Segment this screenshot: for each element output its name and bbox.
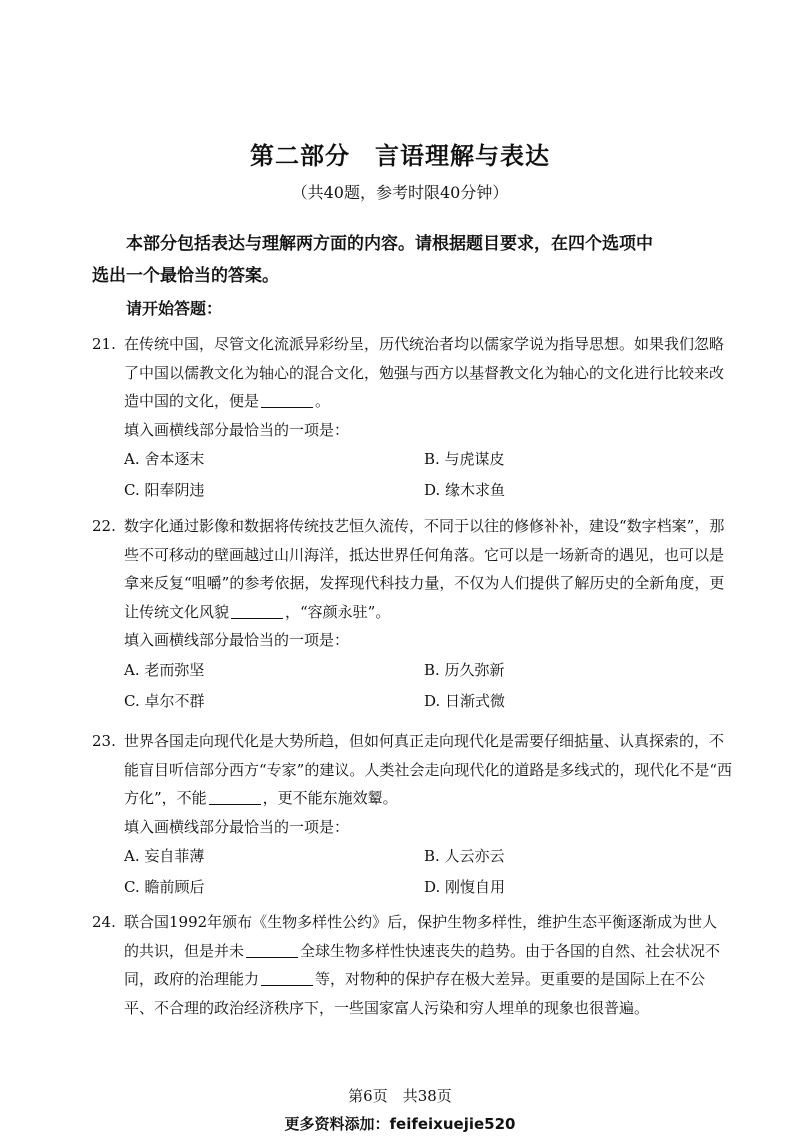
question-prompt: 填入画横线部分最恰当的一项是： <box>124 420 350 439</box>
option-a: A. 舍本逐末 <box>124 450 205 468</box>
option-list <box>124 655 732 717</box>
stem-text-end: ，“容颜永驻”。 <box>285 602 391 621</box>
page-number: 第6页 共38页 <box>348 1087 452 1105</box>
question-stem <box>124 330 732 416</box>
question-number: 24. <box>92 913 116 931</box>
start-prompt: 请开始答题： <box>126 299 223 318</box>
instructions-line-1: 本部分包括表达与理解两方面的内容。请根据题目要求，在四个选项中 <box>126 234 653 254</box>
stem-text-end: ，更不能东施效颦。 <box>262 789 398 807</box>
stem-text: 联合国1992年颁布《生物多样性公约》后，保护生物多样性，维护生态平衡逐渐成为世人的共识，但是并未 <box>124 913 718 960</box>
option-d: D. 缘木求鱼 <box>424 481 506 499</box>
option-d: D. 日渐式微 <box>424 691 506 710</box>
question-prompt: 填入画横线部分最恰当的一项是： <box>124 631 350 649</box>
answer-blank-1 <box>246 941 298 958</box>
option-list <box>124 841 732 903</box>
question-stem <box>124 512 732 626</box>
stem-text: 数字化通过影像和数据将传统技艺恒久流传，不同于以往的修修补补，建设“数字档案”，那些不可移动的壁画越过山川海洋，抵达世界任何角落。它可以是一场新奇的遇见，也可以是拿来反复“咀嚼”的参考依据，发挥现代科技力量，不仅为人们提供了解历史的全新角度，更让传统文化风貌 <box>124 517 725 621</box>
option-c: C. 瞻前顾后 <box>124 878 205 896</box>
stem-text-middle: 全球生物多样性快速丧失的趋势。由于各国的自然、社会状况不同，政府的治理能力 <box>124 941 721 988</box>
answer-blank <box>261 391 313 408</box>
option-a: A. 妄自菲薄 <box>124 847 205 865</box>
option-c: C. 阳奉阴违 <box>124 481 205 499</box>
stem-text-end: 。 <box>315 392 331 410</box>
option-d: D. 刚愎自用 <box>424 878 506 896</box>
stem-text-end: 等，对物种的保护存在极大差异。更重要的是国际上在不公平、不合理的政治经济秩序下，一些国家富人污染和穷人埋单的现象也很普遍。 <box>124 970 706 1017</box>
option-b: B. 历久弥新 <box>424 660 505 679</box>
question-stem <box>124 908 732 1022</box>
question-23 <box>92 727 732 903</box>
option-b: B. 人云亦云 <box>424 847 505 865</box>
answer-blank-2 <box>261 969 313 986</box>
stem-text: 世界各国走向现代化是大势所趋，但如何真正走向现代化是需要仔细掂量、认真探索的，不能盲目听信部分西方“专家”的建议。人类社会走向现代化的道路是多线式的，现代化不是“西方化”，不能 <box>124 732 733 807</box>
option-b: B. 与虎谋皮 <box>424 450 505 468</box>
stem-text: 在传统中国，尽管文化流派异彩纷呈，历代统治者均以儒家学说为指导思想。如果我们忽略了中国以儒教文化为轴心的混合文化，勉强与西方以基督教文化为轴心的文化进行比较来改造中国的文化，便是 <box>124 335 725 410</box>
option-list <box>124 444 732 506</box>
answer-blank <box>209 788 261 805</box>
question-24 <box>92 908 732 1022</box>
option-a: A. 老而弥坚 <box>124 660 205 679</box>
instructions-line-2: 选出一个最恰当的答案。 <box>92 266 279 286</box>
option-c: C. 卓尔不群 <box>124 691 205 710</box>
section-instructions <box>92 228 732 292</box>
question-number: 21. <box>92 335 116 353</box>
question-21 <box>92 330 732 506</box>
section-title: 第二部分 言语理解与表达 <box>250 142 550 170</box>
question-number: 23. <box>92 732 116 750</box>
question-prompt: 填入画横线部分最恰当的一项是： <box>124 817 350 836</box>
question-number: 22. <box>92 517 116 535</box>
section-subtitle: （共40题，参考时限40分钟） <box>291 183 509 202</box>
answer-blank <box>231 602 283 619</box>
footer-contact-note: 更多资料添加：feifeixuejie520 <box>284 1115 516 1133</box>
question-22 <box>92 512 732 717</box>
question-stem <box>124 727 732 813</box>
